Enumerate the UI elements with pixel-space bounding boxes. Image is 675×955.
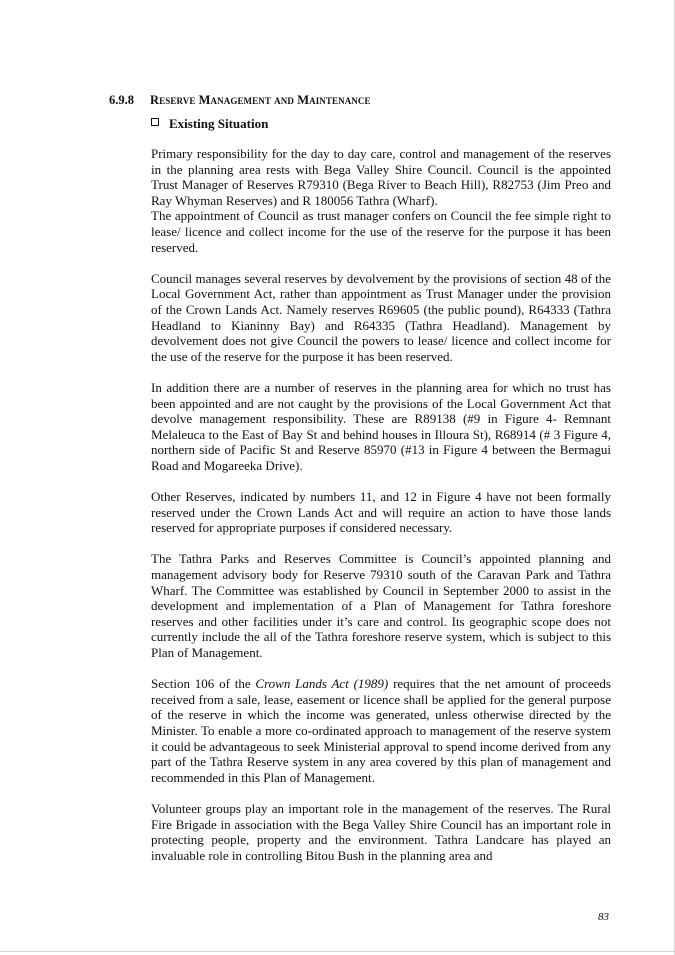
subsection-heading bbox=[151, 116, 268, 132]
crown-lands-act-title: Crown Lands Act (1989) bbox=[255, 676, 389, 692]
paragraph-section-106-start: Section 106 of the bbox=[151, 676, 256, 692]
checkbox-bullet-icon bbox=[151, 118, 159, 126]
subsection-title: Existing Situation bbox=[169, 116, 269, 131]
paragraph-section-106 bbox=[151, 676, 611, 785]
page-number: 83 bbox=[598, 911, 609, 923]
paragraph-appointment: The appointment of Council as trust manager confers on Council the fee simple right to lease/ licence and collect income for the use of the reserve for the purpose it has been reserved. bbox=[151, 208, 611, 255]
paragraph-section-106-end: requires that the net amount of proceeds received from a sale, lease, easement or licence shall be applied for the general purpose of the reserve in which the income was generated, unless otherwise directed by the Minister. To enable a more co-ordinated approach to management of the reserve system it could be advantageous to seek Ministerial approval to spend income derived from any part of the Tathra Reserve system in any area covered by this plan of management and recommended in this Plan of Management. bbox=[151, 676, 611, 785]
paragraph-no-trust-reserves: In addition there are a number of reserves in the planning area for which no trust has been appointed and are not caught by the provisions of the Local Government Act that devolve management responsibility. These are R89138 (#9 in Figure 4- Remnant Melaleuca to the East of Bay St and behind houses in Illoura St), R68914 (# 3 Figure 4, northern side of Pacific St and Reserve 85970 (#13 in Figure 4 between the Bermagui Road and Mogareeka Drive). bbox=[151, 379, 611, 473]
body-text bbox=[151, 146, 611, 863]
paragraph-other-reserves: Other Reserves, indicated by numbers 11, and 12 in Figure 4 have not been formally reserved under the Crown Lands Act and will require an action to have those lands reserved for appropriate purposes if considered necessary. bbox=[151, 489, 611, 536]
paragraph-committee: The Tathra Parks and Reserves Committee is Council’s appointed planning and management advisory body for Reserve 79310 south of the Caravan Park and Tathra Wharf. The Committee was established by Council in September 2000 to assist in the development and implementation of a Plan of Management for Tathra foreshore reserves and other facilities under it’s care and control. Its geographic scope does not currently include the all of the Tathra foreshore reserve system, which is subject to this Plan of Management. bbox=[151, 551, 611, 660]
paragraph-devolvement: Council manages several reserves by devolvement by the provisions of section 48 of the Local Government Act, rather than appointment as Trust Manager under the provision of the Crown Lands Act. Namely reserves R69605 (the public pound), R64333 (Tathra Headland to Kianinny Bay) and R64335 (Tathra Headland). Management by devolvement does not give Council the powers to lease/ licence and collect income for the use of the reserve for the purpose it has been reserved. bbox=[151, 270, 611, 364]
page-bottom-divider bbox=[0, 951, 674, 952]
section-number: 6.9.8 bbox=[109, 93, 134, 107]
paragraph-volunteer-groups: Volunteer groups play an important role in the management of the reserves. The Rural Fire Brigade in association with the Bega Valley Shire Council has an important role in protecting people, property and the environment. Tathra Landcare has played an invaluable role in controlling Bitou Bush in the planning area and bbox=[151, 800, 611, 863]
paragraph-trust-manager: Primary responsibility for the day to day care, control and management of the reserves in the planning area rests with Bega Valley Shire Council. Council is the appointed Trust Manager of Reserves R79310 (Bega River to Beach Hill), R82753 (Jim Preo and Ray Whyman Reserves) and R 180056 Tathra (Wharf). bbox=[151, 146, 611, 208]
section-title: Reserve Management and Maintenance bbox=[150, 93, 371, 107]
section-heading bbox=[109, 93, 371, 108]
